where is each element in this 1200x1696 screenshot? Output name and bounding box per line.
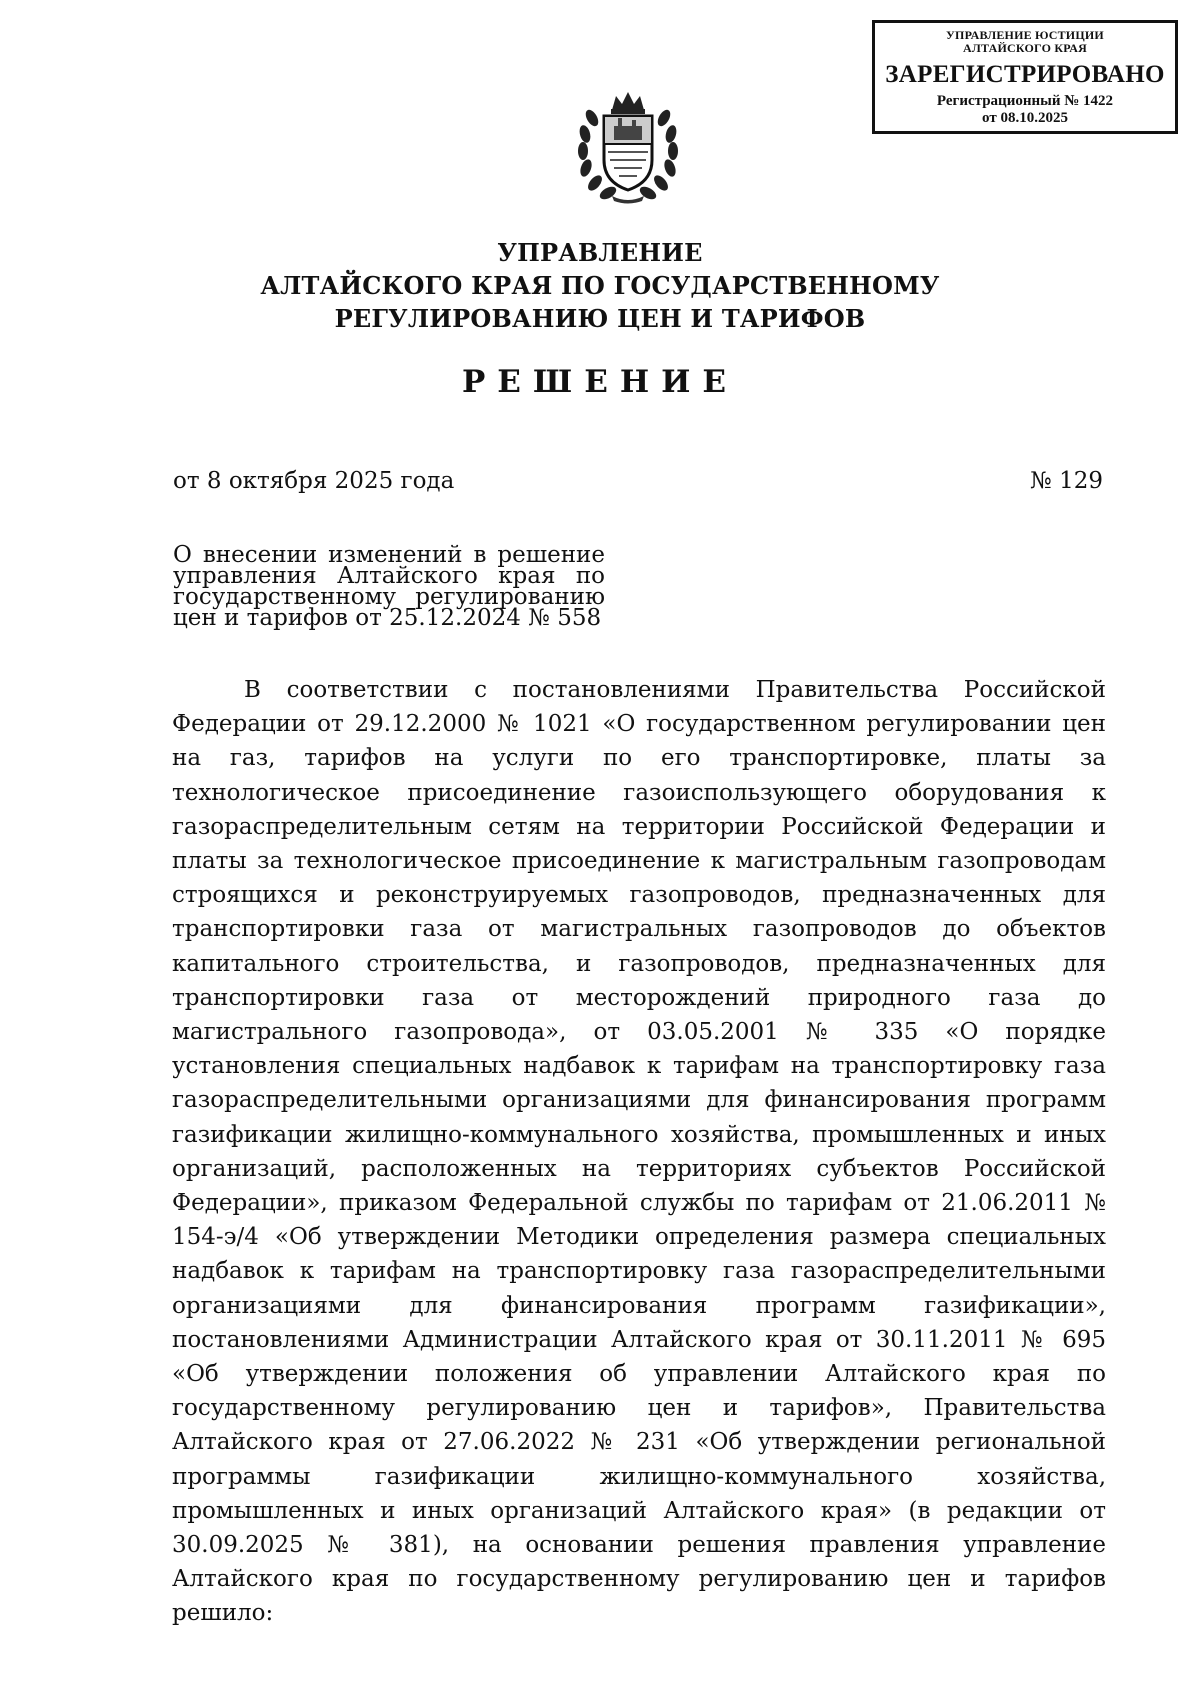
document-subject: О внесении изменений в решение управления Алтайского края по государственному регулированию цен и тарифов от 25.12.2024 № 558 [173, 542, 605, 631]
stamp-org-line1: УПРАВЛЕНИЕ ЮСТИЦИИ [946, 28, 1104, 42]
preamble-paragraph: В соответствии с постановлениями Правительства Российской Федерации от 29.12.2000 № 1021 «О государственном регулировании цен на газ, тарифов на услуги по его транспортировке, платы за технологическое присоединение газоиспользующего оборудования к газораспределительным сетям на территории Российской Федерации и платы за технологическое присоединение к магистральным газопроводам строящихся и реконструируемых газопроводов, предназначенных для транспортировки газа от магистральных газопроводов до объектов капитального строительства, и газопроводов, предназначенных для транспортировки газа от месторождений природного газа до магистрального газопровода», от 03.05.2001 № 335 «О порядке установления специальных надбавок к тарифам на транспортировку газа газораспределительными организациями для финансирования программ газификации жилищно-коммунального хозяйства, промышленных и иных организаций, расположенных на территориях субъектов Российской Федерации», приказом Федеральной службы по тарифам от 21.06.2011 № 154-э/4 «Об утверждении Методики определения размера специальных надбавок к тарифам на транспортировку газа газораспределительными организациями для финансирования программ газификации», постановлениями Администрации Алтайского края от 30.11.2011 № 695 «Об утверждении положения об управлении Алтайского края по государственному регулированию цен и тарифов», Правительства Алтайского края от 27.06.2022 № 231 «Об утверждении региональной программы газификации жилищно-коммунального хозяйства, промышленных и иных организаций Алтайского края» (в редакции от 30.09.2025 № 381), на основании решения правления управление Алтайского края по государственному регулированию цен и тарифов решило: [172, 677, 1106, 1627]
registration-stamp [872, 20, 1178, 134]
stamp-reg-number: Регистрационный № 1422 [936, 93, 1114, 110]
stamp-reg-date: от 08.10.2025 [982, 110, 1068, 127]
stamp-org-line2: АЛТАЙСКОГО КРАЯ [963, 40, 1087, 55]
stamp-status: ЗАРЕГИСТРИРОВАНО [885, 61, 1165, 89]
document-number: № 129 [1030, 468, 1103, 494]
issuing-authority [200, 236, 1000, 335]
authority-line-3: РЕГУЛИРОВАНИЮ ЦЕН И ТАРИФОВ [334, 304, 866, 333]
document-date: от 8 октября 2025 года [173, 468, 455, 494]
authority-line-1: УПРАВЛЕНИЕ [497, 238, 703, 267]
altai-krai-coat-of-arms-icon [572, 88, 684, 204]
document-type: РЕШЕНИЕ [461, 364, 739, 400]
authority-line-2: АЛТАЙСКОГО КРАЯ ПО ГОСУДАРСТВЕННОМУ [260, 271, 940, 300]
